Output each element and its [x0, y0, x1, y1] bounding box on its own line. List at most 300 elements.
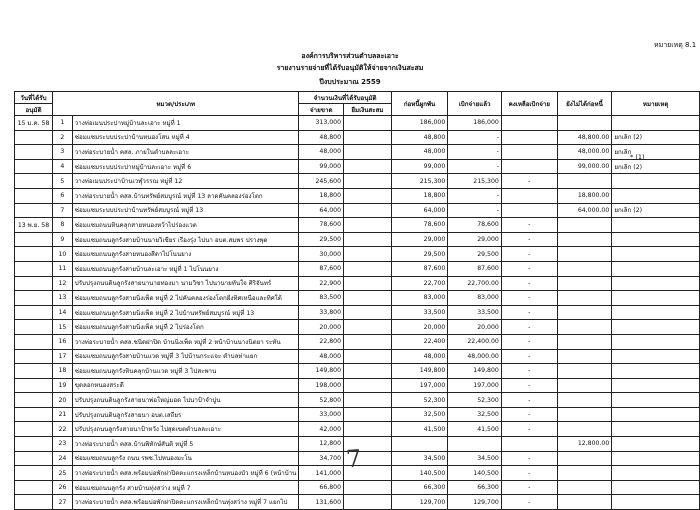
cell-paid: -	[448, 188, 502, 203]
cell-paid: -	[448, 145, 502, 160]
cell-paid: 29,500	[448, 247, 502, 262]
cell-date	[15, 407, 53, 422]
cell-name: วางท่อเมนประปาหมู่บ้านละเอาะ หมู่ที่ 1	[72, 116, 299, 131]
cell-unpaid: 64,000.00	[557, 203, 612, 218]
header-row	[15, 92, 700, 104]
cell-committed: 87,600	[391, 261, 448, 276]
cell-remaining: -	[501, 247, 557, 262]
col-remaining: คงเหลือเบิกจ่าย	[501, 92, 557, 116]
cell-budget: 149,800	[299, 364, 344, 379]
cell-date	[15, 378, 53, 393]
cell-unpaid	[557, 232, 612, 247]
cell-remark	[612, 188, 700, 203]
table-row	[15, 349, 700, 364]
table-row	[15, 320, 700, 335]
cell-loan	[344, 349, 392, 364]
table-row	[15, 174, 700, 189]
cell-remark	[612, 261, 700, 276]
cell-remark	[612, 495, 700, 510]
cell-budget: 99,000	[299, 159, 344, 174]
cell-unpaid	[557, 480, 612, 495]
cell-budget: 83,500	[299, 291, 344, 306]
cell-no: 7	[52, 203, 72, 218]
cell-committed: 48,000	[391, 349, 448, 364]
cell-remaining: -	[501, 174, 557, 189]
cell-loan	[344, 407, 392, 422]
cell-paid: -	[448, 159, 502, 174]
cell-paid: 48,000.00	[448, 349, 502, 364]
cell-remark	[612, 232, 700, 247]
cell-committed: 78,600	[391, 218, 448, 233]
cell-remark	[612, 305, 700, 320]
cell-unpaid	[557, 116, 612, 131]
cell-unpaid	[557, 261, 612, 276]
cell-no: 14	[52, 305, 72, 320]
cell-remaining: -	[501, 451, 557, 466]
cell-budget: 245,600	[299, 174, 344, 189]
cell-no: 22	[52, 422, 72, 437]
cell-date	[15, 451, 53, 466]
cell-committed: 34,500	[391, 451, 448, 466]
cell-loan	[344, 364, 392, 379]
cell-no: 10	[52, 247, 72, 262]
cell-loan	[344, 116, 392, 131]
cell-unpaid	[557, 334, 612, 349]
cell-no: 27	[52, 495, 72, 510]
cell-unpaid: 48,000.00	[557, 145, 612, 160]
cell-date	[15, 145, 53, 160]
cell-paid: 197,000	[448, 378, 502, 393]
cell-committed: 20,000	[391, 320, 448, 335]
cell-remark	[612, 422, 700, 437]
cell-date	[15, 159, 53, 174]
cell-paid: 22,700.00	[448, 276, 502, 291]
cell-remaining: -	[501, 495, 557, 510]
cell-no: 17	[52, 349, 72, 364]
cell-paid: 52,300	[448, 393, 502, 408]
cell-loan	[344, 218, 392, 233]
cell-name: ซ่อมแซมถนนลูกรังสายบ้านแวด หมู่ที่ 3 ไปบ้านกระแจะ ตำบลท่าแยก	[72, 349, 299, 364]
cell-name: ซ่อมแซมระบบประปาบ้านทรัพย์สมบูรณ์ หมู่ที่ 13	[72, 203, 299, 218]
cell-committed: 99,000	[391, 159, 448, 174]
cell-unpaid: 48,800.00	[557, 130, 612, 145]
cell-loan	[344, 188, 392, 203]
handwritten-mark: 7	[345, 444, 363, 474]
cell-unpaid	[557, 247, 612, 262]
table-row	[15, 218, 700, 233]
cell-name: ซ่อมแซมถนนลูกรังสายบ้านนายวิเชียร เรืองรุ่ง ไปนา อบต.สมพร ปรางพุด	[72, 232, 299, 247]
cell-loan	[344, 393, 392, 408]
cell-remaining	[501, 145, 557, 160]
cell-no: 5	[52, 174, 72, 189]
cell-loan	[344, 130, 392, 145]
cell-name: วางท่อระบายน้ำ คสล.ชนิดฝาปิด บ้านนิ่งเพ็ด หมู่ที่ 2 หน้าบ้านนางนิตยา ระทัน	[72, 334, 299, 349]
cell-loan	[344, 422, 392, 437]
cell-date	[15, 320, 53, 335]
table-row	[15, 145, 700, 160]
cell-budget: 30,000	[299, 247, 344, 262]
report-title: รายงานรายจ่ายที่ได้รับอนุมัติให้จ่ายจากเงินสะสม	[276, 64, 424, 72]
cell-paid: 32,500	[448, 407, 502, 422]
table-row	[15, 393, 700, 408]
col-paid: เบิกจ่ายแล้ว	[448, 92, 502, 116]
cell-paid: 186,000	[448, 116, 502, 131]
cell-no: 15	[52, 320, 72, 335]
cell-remark	[612, 378, 700, 393]
cell-budget: 42,000	[299, 422, 344, 437]
cell-unpaid	[557, 422, 612, 437]
cell-committed: 48,000	[391, 145, 448, 160]
cell-budget: 33,000	[299, 407, 344, 422]
cell-budget: 48,000	[299, 349, 344, 364]
cell-remark	[612, 116, 700, 131]
table-row	[15, 232, 700, 247]
cell-loan	[344, 247, 392, 262]
cell-name: วางท่อเมนประปาบ้านเวฬุวรรณ หมู่ที่ 12	[72, 174, 299, 189]
cell-paid: 66,300	[448, 480, 502, 495]
cell-loan	[344, 145, 392, 160]
cell-paid: 41,500	[448, 422, 502, 437]
cell-no: 16	[52, 334, 72, 349]
cell-date	[15, 393, 53, 408]
cell-remark	[612, 247, 700, 262]
cell-unpaid	[557, 276, 612, 291]
cell-loan	[344, 305, 392, 320]
col-project: หมวด/ประเภท	[52, 92, 298, 116]
cell-committed: 129,700	[391, 495, 448, 510]
cell-remark	[612, 334, 700, 349]
cell-no: 11	[52, 261, 72, 276]
cell-no: 6	[52, 188, 72, 203]
col-remark: หมายเหตุ	[612, 92, 700, 116]
cell-budget: 29,500	[299, 232, 344, 247]
cell-budget: 131,600	[299, 495, 344, 510]
cell-no: 24	[52, 451, 72, 466]
cell-name: ซ่อมแซมถนนลูกรังสายหนองสีดาไปโนนยาง	[72, 247, 299, 262]
cell-budget: 12,800	[299, 437, 344, 452]
cell-committed: 149,800	[391, 364, 448, 379]
cell-paid: -	[448, 203, 502, 218]
col-date-1: วันที่ได้รับ	[15, 92, 53, 104]
cell-paid: 34,500	[448, 451, 502, 466]
cell-no: 2	[52, 130, 72, 145]
cell-remaining: -	[501, 232, 557, 247]
cell-remaining: -	[501, 364, 557, 379]
cell-no: 23	[52, 437, 72, 452]
cell-name: ปรับปรุงถนนดินลูกรังสายนาพ่อใหญ่มอด ไปนาป้าจำปูน	[72, 393, 299, 408]
cell-committed: 32,500	[391, 407, 448, 422]
cell-committed: 29,500	[391, 247, 448, 262]
cell-unpaid	[557, 291, 612, 306]
cell-remaining	[501, 437, 557, 452]
cell-unpaid	[557, 495, 612, 510]
cell-date	[15, 349, 53, 364]
cell-remaining: -	[501, 218, 557, 233]
cell-name: วางท่อระบายน้ำ คสล. ภายในตำบลละเอาะ	[72, 145, 299, 160]
cell-name: วางท่อระบายน้ำ คสล.พร้อมบ่อพักฝาปิดตะแกรงเหล็กบ้านทุ่งสว่าง หมู่ที่ 7 แยกไป	[72, 495, 299, 510]
cell-budget: 22,800	[299, 334, 344, 349]
cell-no: 12	[52, 276, 72, 291]
table-row	[15, 305, 700, 320]
cell-no: 18	[52, 364, 72, 379]
cell-name: วางท่อระบายน้ำ คสล.บ้านทรัพย์สมบูรณ์ หมู่ที่ 13 ลาดคันคลองร่องโตก	[72, 188, 299, 203]
table-row	[15, 130, 700, 145]
table-row	[15, 495, 700, 510]
cell-budget: 48,800	[299, 130, 344, 145]
cell-remark: ยกเลิก (2)	[612, 203, 700, 218]
cell-committed	[391, 437, 448, 452]
cell-budget: 22,900	[299, 276, 344, 291]
cell-no: 25	[52, 466, 72, 481]
cell-remaining	[501, 116, 557, 131]
cell-remark	[612, 276, 700, 291]
side-note: * (1)	[630, 153, 645, 161]
table-row	[15, 276, 700, 291]
cell-name: ปรับปรุงถนนลูกรังสายนาป้าหวัง ไปสุดเขตตำบลละเอาะ	[72, 422, 299, 437]
cell-committed: 83,000	[391, 291, 448, 306]
cell-budget: 33,800	[299, 305, 344, 320]
cell-date	[15, 276, 53, 291]
col-date-2: อนุมัติ	[15, 104, 53, 116]
col-committed: ก่อหนี้ผูกพัน	[391, 92, 448, 116]
cell-no: 8	[52, 218, 72, 233]
cell-no: 21	[52, 407, 72, 422]
cell-remark	[612, 466, 700, 481]
cell-unpaid	[557, 218, 612, 233]
cell-name: ซ่อมแซมถนนลูกรัง สายบ้านทุ่งสว่าง หมู่ที่ 7	[72, 480, 299, 495]
cell-remaining	[501, 130, 557, 145]
cell-remaining: -	[501, 334, 557, 349]
cell-no: 9	[52, 232, 72, 247]
fiscal-year: ปีงบประมาณ 2559	[319, 78, 381, 86]
cell-unpaid	[557, 305, 612, 320]
cell-paid: 83,000	[448, 291, 502, 306]
cell-remaining: -	[501, 480, 557, 495]
cell-name: ซ่อมแซมถนนหินคลุกสายหนองหว้าไปร่องแวด	[72, 218, 299, 233]
cell-loan	[344, 232, 392, 247]
table-row	[15, 480, 700, 495]
cell-date	[15, 305, 53, 320]
cell-loan	[344, 378, 392, 393]
cell-loan	[344, 159, 392, 174]
cell-remark	[612, 291, 700, 306]
cell-unpaid	[557, 393, 612, 408]
table-row	[15, 247, 700, 262]
cell-remaining: -	[501, 261, 557, 276]
cell-remark	[612, 407, 700, 422]
cell-date: 15 ม.ค. 58	[15, 116, 53, 131]
cell-date	[15, 495, 53, 510]
col-budget: จ่ายขาด	[299, 104, 344, 116]
cell-unpaid	[557, 349, 612, 364]
cell-date	[15, 203, 53, 218]
table-row	[15, 188, 700, 203]
table-row	[15, 261, 700, 276]
cell-remark	[612, 451, 700, 466]
cell-budget: 66,800	[299, 480, 344, 495]
cell-budget: 64,000	[299, 203, 344, 218]
cell-remaining: -	[501, 320, 557, 335]
cell-paid: 22,400.00	[448, 334, 502, 349]
cell-budget: 48,000	[299, 145, 344, 160]
cell-name: ปรับปรุงถนนดินลูกรังสายนานายทองมา นามวิชา ไปนานายทันใจ ศิริจันทร์	[72, 276, 299, 291]
cell-date	[15, 188, 53, 203]
cell-paid: 29,000	[448, 232, 502, 247]
col-budget-group: จำนวนเงินที่ได้รับอนุมัติ	[299, 92, 391, 104]
cell-date	[15, 232, 53, 247]
cell-name: ซ่อมแซมระบบประปาหมู่บ้านละเอาะ หมู่ที่ 6	[72, 159, 299, 174]
cell-unpaid	[557, 407, 612, 422]
cell-committed: 29,000	[391, 232, 448, 247]
cell-remark	[612, 218, 700, 233]
cell-name: วางท่อระบายน้ำ คสล.บ้านพิทักษ์สันติ หมู่ที่ 5	[72, 437, 299, 452]
cell-name: ปรับปรุงถนนดินลูกรังสายนา อบต.เสถียร	[72, 407, 299, 422]
cell-remark: ยกเลิก (2)	[612, 130, 700, 145]
cell-budget: 313,000	[299, 116, 344, 131]
cell-remark	[612, 364, 700, 379]
cell-remaining	[501, 203, 557, 218]
table-row	[15, 378, 700, 393]
cell-budget: 34,700	[299, 451, 344, 466]
cell-remaining: -	[501, 305, 557, 320]
cell-remark	[612, 174, 700, 189]
cell-unpaid: 99,000.00	[557, 159, 612, 174]
cell-loan	[344, 291, 392, 306]
cell-unpaid	[557, 364, 612, 379]
cell-date	[15, 334, 53, 349]
cell-remark	[612, 349, 700, 364]
cell-unpaid: 18,800.00	[557, 188, 612, 203]
cell-remaining: -	[501, 407, 557, 422]
cell-remaining	[501, 188, 557, 203]
cell-remark	[612, 393, 700, 408]
cell-date	[15, 130, 53, 145]
cell-remaining: -	[501, 349, 557, 364]
cell-name: ซ่อมแซมถนนลูกรังสายนิ่งเพ็ด หมู่ที่ 2 ไปบ้านทรัพย์สมบูรณ์ หมู่ที่ 13	[72, 305, 299, 320]
cell-paid: 78,600	[448, 218, 502, 233]
cell-date	[15, 466, 53, 481]
org-title: องค์การบริหารส่วนตำบลละเอาะ	[301, 52, 399, 60]
cell-paid	[448, 437, 502, 452]
cell-unpaid	[557, 320, 612, 335]
col-loan: ยืมเงินสะสม	[344, 104, 392, 116]
cell-date	[15, 261, 53, 276]
cell-budget: 87,600	[299, 261, 344, 276]
cell-loan	[344, 334, 392, 349]
table-row	[15, 407, 700, 422]
cell-date	[15, 174, 53, 189]
cell-date	[15, 291, 53, 306]
cell-committed: 22,400	[391, 334, 448, 349]
cell-loan	[344, 276, 392, 291]
cell-no: 13	[52, 291, 72, 306]
cell-committed: 66,300	[391, 480, 448, 495]
cell-committed: 22,700	[391, 276, 448, 291]
cell-budget: 78,600	[299, 218, 344, 233]
cell-committed: 41,500	[391, 422, 448, 437]
cell-committed: 18,800	[391, 188, 448, 203]
cell-name: ซ่อมแซมถนนลูกรัง ถนน รพช.ไปหนองมะโน	[72, 451, 299, 466]
cell-loan	[344, 495, 392, 510]
cell-unpaid	[557, 466, 612, 481]
cell-name: ซ่อมแซมถนนลูกรังสายนิ่งเพ็ด หมู่ที่ 2 ไปคันคลองร่องโตกฝั่งทิศเหนือและทิศใต้	[72, 291, 299, 306]
cell-remark	[612, 437, 700, 452]
cell-loan	[344, 320, 392, 335]
cell-name: ซ่อมแซมถนนลูกรังสายบ้านละเอาะ หมู่ที่ 1 ไปโนนยาง	[72, 261, 299, 276]
cell-paid: 215,300	[448, 174, 502, 189]
cell-date	[15, 364, 53, 379]
cell-no: 3	[52, 145, 72, 160]
cell-unpaid	[557, 451, 612, 466]
cell-committed: 64,000	[391, 203, 448, 218]
cell-loan	[344, 174, 392, 189]
cell-budget: 18,800	[299, 188, 344, 203]
cell-paid: 129,700	[448, 495, 502, 510]
cell-name: ซ่อมแซมถนนลูกรังหินคลุกบ้านแวด หมู่ที่ 3 ไปสะพาน	[72, 364, 299, 379]
cell-committed: 140,500	[391, 466, 448, 481]
cell-remark: ยกเลิก (2)	[612, 159, 700, 174]
cell-date	[15, 480, 53, 495]
cell-unpaid	[557, 378, 612, 393]
cell-no: 19	[52, 378, 72, 393]
cell-paid: 33,500	[448, 305, 502, 320]
cell-loan	[344, 261, 392, 276]
cell-remaining: -	[501, 393, 557, 408]
cell-no: 1	[52, 116, 72, 131]
cell-budget: 52,800	[299, 393, 344, 408]
cell-date	[15, 437, 53, 452]
cell-committed: 52,300	[391, 393, 448, 408]
cell-paid: 140,500	[448, 466, 502, 481]
table-row	[15, 364, 700, 379]
cell-unpaid	[557, 174, 612, 189]
col-unpaid: ยังไม่ได้ก่อหนี้	[557, 92, 612, 116]
cell-remaining: -	[501, 378, 557, 393]
cell-committed: 48,800	[391, 130, 448, 145]
cell-name: ซ่อมแซมระบบประปาบ้านหนองโสน หมู่ที่ 4	[72, 130, 299, 145]
cell-remaining: -	[501, 422, 557, 437]
cell-paid: 20,000	[448, 320, 502, 335]
cell-remaining: -	[501, 466, 557, 481]
cell-date	[15, 247, 53, 262]
cell-committed: 215,300	[391, 174, 448, 189]
cell-unpaid: 12,800.00	[557, 437, 612, 452]
cell-remark	[612, 480, 700, 495]
attachment-note: หมายเหตุ 8.1	[654, 41, 697, 49]
cell-paid: 149,800	[448, 364, 502, 379]
cell-remark	[612, 320, 700, 335]
table-row	[15, 334, 700, 349]
cell-paid: -	[448, 130, 502, 145]
cell-name: ขุดลอกหนองสระดี	[72, 378, 299, 393]
cell-date	[15, 422, 53, 437]
cell-no: 20	[52, 393, 72, 408]
table-row	[15, 159, 700, 174]
cell-budget: 198,000	[299, 378, 344, 393]
cell-remaining: -	[501, 291, 557, 306]
cell-budget: 20,000	[299, 320, 344, 335]
cell-no: 4	[52, 159, 72, 174]
cell-date: 13 พ.ย. 58	[15, 218, 53, 233]
cell-name: ซ่อมแซมถนนลูกรังสายนิ่งเพ็ด หมู่ที่ 2 ไปร่องโตก	[72, 320, 299, 335]
cell-budget: 141,000	[299, 466, 344, 481]
cell-committed: 33,500	[391, 305, 448, 320]
table-row	[15, 291, 700, 306]
cell-remaining: -	[501, 276, 557, 291]
table-row	[15, 422, 700, 437]
cell-name: วางท่อระบายน้ำ คสล.พร้อมบ่อพักฝาปิดตะแกรงเหล็กบ้านหนองบัว หมู่ที่ 6 (หน้าบ้าน	[72, 466, 299, 481]
cell-remaining	[501, 159, 557, 174]
